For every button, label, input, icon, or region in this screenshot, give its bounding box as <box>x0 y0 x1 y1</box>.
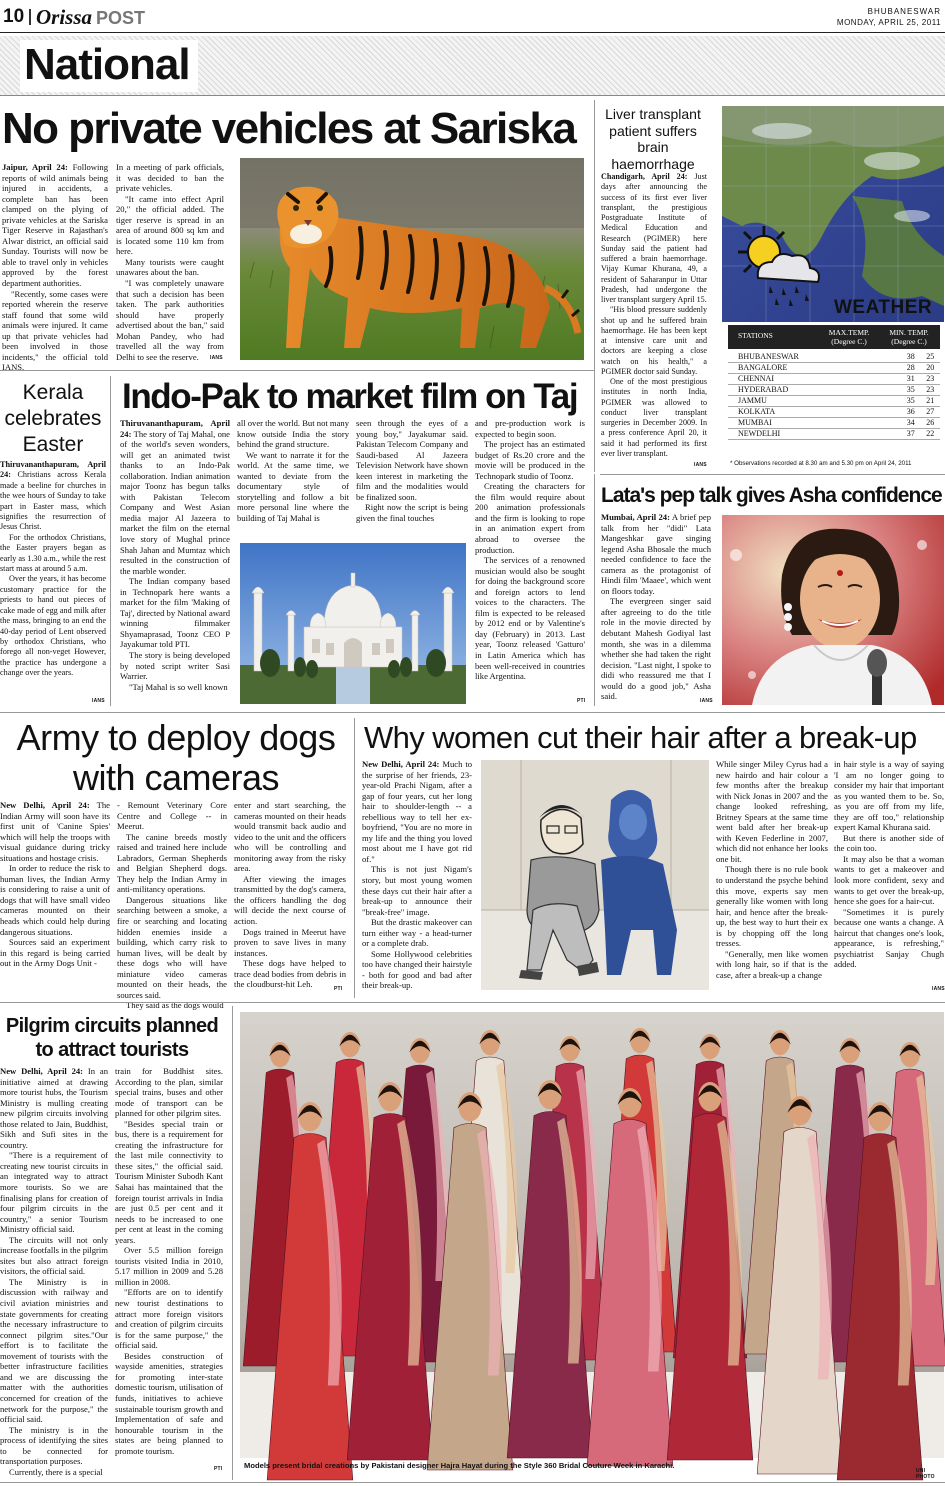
paragraph: They said as the dogs would <box>126 1000 224 1011</box>
body-text: In an initiative aimed at drawing more tourist hubs, the Tourism Ministry is mulling creating new pilgrim circuits involving those related to Jain, Buddhist, Sikh and Sufi sites in the country. <box>0 1066 109 1150</box>
indopak-headline: Indo-Pak to market film on Taj <box>122 377 578 416</box>
min-temp-cell: 26 <box>920 418 940 429</box>
tiger-photo <box>240 158 584 360</box>
weather-icon <box>728 222 824 308</box>
column-rule <box>594 100 595 472</box>
lata-headline: Lata's pep talk gives Asha confidence <box>601 484 942 507</box>
weather-row <box>728 374 940 385</box>
paragraph: seen through the eyes of a young boy," Jayakumar said. Pakistan Telecom Company and Saudi-based Al Jazeera Television Network have shown keen interest in marketing the film and the modalities would be finalized soon. <box>356 418 468 502</box>
header-max-temp: MAX.TEMP. (Degree C.) <box>828 328 870 346</box>
header-stations: STATIONS <box>738 331 773 340</box>
paragraph <box>0 460 106 533</box>
min-temp-cell: 23 <box>920 385 940 396</box>
column-rule <box>594 474 595 706</box>
paragraph: But there is another side of the coin too. <box>834 832 944 854</box>
max-temp-cell: 37 <box>901 429 921 440</box>
women-headline: Why women cut their hair after a break-up <box>364 720 917 755</box>
date: MONDAY, APRIL 25, 2011 <box>836 18 941 27</box>
paper-name-italic: Orissa <box>36 5 93 29</box>
paragraph: For the orthodox Christians, the Easter prayers began as early as 1.30 a.m., while the rest start mass at around 5 a.m. <box>0 532 106 574</box>
indopak-credit: PTI <box>577 698 586 704</box>
bridal-models-illustration <box>240 1012 944 1458</box>
column-rule <box>110 376 111 706</box>
indopak-column-1 <box>120 418 230 706</box>
paragraph: The ministry is in the process of identifying the sites to be connected for transportation purposes. <box>0 1424 108 1467</box>
sad-couple-illustration <box>481 760 709 990</box>
paragraph: enter and start searching, the cameras mounted on their heads would transmit back audio and video to the unit and the officers who will be controlling and monitoring away from the risky area. <box>234 800 346 874</box>
dateline: New Delhi, April 24: <box>0 1066 84 1076</box>
weather-note: * Observations recorded at 8.30 am and 5.30 pm on April 24, 2011 <box>730 460 912 467</box>
station-cell: CHENNAI <box>728 374 901 385</box>
paragraph: Over the years, it has become customary practice for the priests to hand out pieces of cake made of egg and milk after the mass, bringing to an end the 40-day period of Lent observed by orthodox Christians, who forego all non-veget However, the practice has undergone a change over the years. <box>0 574 106 678</box>
army-column-3 <box>234 800 346 996</box>
paragraph: Some Hollywood celebrities too have changed their hairstyle - both for good and bad after their break-up. <box>362 948 472 991</box>
paragraph: and pre-production work is expected to begin soon. <box>475 418 585 439</box>
section-title: National <box>20 40 198 92</box>
dateline: New Delhi, April 24: <box>362 759 440 769</box>
station-cell: BHUBANESWAR <box>728 352 901 363</box>
liver-headline: Liver transplant patient suffers brain haemorrhage <box>605 106 701 172</box>
paragraph: The circuits will not only increase footfalls in the pilgrim sites but also attract foreign visitors, the official said. <box>0 1234 108 1277</box>
paragraph: But the drastic makeover can turn either way - a head-turner or a complete drab. <box>362 917 472 949</box>
column-rule <box>354 718 355 998</box>
paragraph: Currently, there is a special <box>9 1466 103 1477</box>
station-cell: HYDERABAD <box>728 385 901 396</box>
weather-title: WEATHER <box>834 297 933 318</box>
paragraph <box>601 512 711 596</box>
paragraph: - Remount Veterinary Core Centre and College -- in Meerut. <box>117 800 227 832</box>
paragraph: Over 5.5 million foreign tourists visited India in 2010, 5.17 million in 2009 and 5.28 million in 2008. <box>115 1245 223 1287</box>
bridal-fashion-photo <box>240 1012 944 1458</box>
body-text: Just days after announcing the success of its first ever liver transplant, the prestigious Postgraduate Institute of Medical Education and Research (PGIMER) here Sunday said the patient had suffered a brain haemorrhage. Vijay Kumar Khurana, 49, a resident of Saharanpur in Uttar Pradesh, had undergone the liver transplant surgery April 15. <box>601 172 707 304</box>
army-credit: PTI <box>334 986 343 992</box>
max-temp-cell: 36 <box>901 407 921 418</box>
kerala-column <box>0 460 106 706</box>
pilgrim-column-2 <box>115 1066 223 1474</box>
weather-row <box>728 429 940 440</box>
sariska-column-2 <box>116 162 224 368</box>
masthead-divider <box>29 9 31 25</box>
paragraph: The evergreen singer said after agreeing to do the title role in the movie directed by debutant Mahesh Godiyal last month, she was in a dilemma whether she had taken the right decision. "Last night, I spoke to didi who reassured me that I would do a good job," Asha said. <box>601 596 711 702</box>
women-column-3 <box>834 759 944 995</box>
max-temp-cell: 35 <box>901 396 921 407</box>
pilgrim-column-1 <box>0 1066 109 1477</box>
paragraph <box>0 1066 108 1150</box>
sariska-headline: No private vehicles at Sariska <box>2 104 576 153</box>
section-band <box>0 36 945 96</box>
sariska-column-1 <box>2 162 108 373</box>
column-rule <box>232 1006 233 1480</box>
army-headline: Army to deploy dogs with cameras <box>16 717 336 798</box>
max-temp-cell: 31 <box>901 374 921 385</box>
taj-mahal-illustration <box>240 543 466 704</box>
city: BHUBANESWAR <box>867 7 941 16</box>
paragraph: "Taj Mahal is so well known <box>129 681 228 692</box>
paragraph: Dangerous situations like searching between a smoke, a fire or searching and locating hidden enemies inside a building, which carry risk to human lives, will be dealt by these dogs who will have miniature video cameras mounted on their heads, the sources said. <box>117 894 227 1000</box>
women-column-1 <box>362 759 472 995</box>
singer-portrait-illustration <box>722 515 944 705</box>
paragraph: We want to narrate it for the world. At the same time, we wanted to deviate from the documentary style of storytelling and follow a bit more personal line where the building of Taj Mahal is <box>237 449 349 523</box>
kerala-headline: Kerala celebrates Easter <box>4 381 102 456</box>
paragraph: After viewing the images transmitted by the dog's camera, the officers handling the dog will decide the next course of action. <box>234 873 346 927</box>
min-temp-cell: 25 <box>920 352 940 363</box>
army-column-2 <box>117 800 227 1011</box>
army-column-1 <box>0 800 110 996</box>
paragraph: in hair style is a way of saying 'I am no longer going to consider my hair that important as you wanted them to be. So, as you are off from my life, they are off too," relationship expert Kamal Khurana said. <box>834 759 944 833</box>
min-temp-cell: 27 <box>920 407 940 418</box>
indopak-column-2 <box>237 418 349 540</box>
weather-row <box>728 352 940 363</box>
dateline: Mumbai, April 24: <box>601 512 670 522</box>
station-cell: JAMMU <box>728 396 901 407</box>
max-temp-cell: 35 <box>901 385 921 396</box>
section-rule <box>0 1002 945 1003</box>
paragraph: "Besides special train or bus, there is a requirement for creating the infrastructure for the last mile connectivity to these sites," the official said. Tourism Minister Subodh Kant Sahai has maintained that the foreign tourist arrivals in India are just 0.5 per cent and it needs to be increased to one per cent at least in the coming years. <box>115 1118 223 1245</box>
pilgrim-credit: PTI <box>214 1466 223 1472</box>
paragraph <box>120 418 230 576</box>
paragraph: train for Buddhist sites. According to the plan, similar special trains, buses and other mode of transport can be planned for other pilgrim sites. <box>115 1066 223 1119</box>
paragraph: It may also be that a woman wants to get a makeover and look more confident, sexy and wants to get over the break-up, hence she goes for a hair-cut. <box>834 853 944 907</box>
station-cell: KOLKATA <box>728 407 901 418</box>
masthead-rule <box>0 32 945 33</box>
indopak-column-3 <box>356 418 468 540</box>
breakup-illustration <box>481 760 709 990</box>
pilgrim-headline: Pilgrim circuits planned to attract tourists <box>5 1015 219 1061</box>
weather-row <box>728 418 940 429</box>
dateline: Jaipur, April 24: <box>2 162 68 172</box>
lata-credit: IANS <box>700 698 713 704</box>
photo-caption: Models present bridal creations by Pakistani designer Hajra Hayat during the Style 360 Bridal Couture Week in Karachi. <box>244 1461 675 1470</box>
paragraph: "Generally, men like women with long hair, so if that is the case, after a break-up a change <box>716 948 828 980</box>
paragraph: Creating the characters for the film would require about 200 animation professionals and the firm is looking to rope in an animation expert from abroad to oversee the production. <box>475 481 585 555</box>
body-text: The Indian Army will soon have its first unit of 'Canine Spies' which will help the troops with visual guidance during tricky situations and hostage crisis. <box>0 800 110 863</box>
asha-bhosale-photo <box>722 515 944 705</box>
paragraph: Dogs trained in Meerut have proven to save lives in many instances. <box>234 926 346 958</box>
paragraph <box>2 162 108 289</box>
liver-column <box>601 172 707 470</box>
station-cell: MUMBAI <box>728 418 901 429</box>
paragraph: One of the most prestigious institutes in north India, PGIMER was allowed to conduct liver transplant surgeries in December 2009. In a press conference April 20, it said it had performed its first ever liver transplant. <box>601 377 707 458</box>
paragraph: Right now the script is being given the final touches <box>356 502 468 523</box>
paragraph: This is not just Nigam's story, but most young women these days cut their hair after a break-up to announce their "break-free" image. <box>362 864 472 917</box>
station-cell: NEWDELHI <box>728 429 901 440</box>
station-cell: BANGALORE <box>728 363 901 374</box>
paper-name <box>36 5 145 30</box>
weather-table-header <box>728 325 940 349</box>
paragraph: "There is a requirement of creating new tourist circuits in an integrated way to attract more tourists. So we are finalising plans for creation of four pilgrim circuits in the country," a senior Tourism Ministry official said. <box>0 1150 108 1235</box>
paragraph: The canine breeds mostly raised and trained here include Labradors, German Shepherds and Belgian Shepherd dogs. They help the Indian Army in anti-militancy operations. <box>117 831 227 895</box>
dateline: New Delhi, April 24: <box>0 800 90 810</box>
dateline: Thiruvananthapuram, April 24: <box>0 460 106 480</box>
paragraph: Sources said an experiment in this regard is being carried out in the Army Dogs Unit - <box>0 937 110 969</box>
taj-mahal-photo <box>240 543 466 704</box>
header-min-temp: MIN. TEMP. (Degree C.) <box>889 328 929 346</box>
section-rule <box>0 712 945 713</box>
paragraph: "Sometimes it is purely because one wants a change. A haircut that changes one's look, appearance, is refreshing," psychiatrist Sanjay Chugh added. <box>834 906 944 970</box>
paragraph: The services of a renowned musician would also be sought for doing the background score and foreign actors to lend voices to the characters. The film is expected to be released by 2012 end or by Valentine's day (February) in 2013. Last year, Toonz released 'Gatturo' in Latin America which has been well-received in countries like Argentina. <box>475 555 585 682</box>
paragraph <box>601 172 707 305</box>
lata-column <box>601 512 711 706</box>
paragraph: The story is being developed by noted script writer Sasi Warrier. <box>120 650 230 682</box>
women-column-2 <box>716 759 828 995</box>
body-text: The story of Taj Mahal, one of the world's seven wonders, will get an animated twist thanks to an Indo-Pak collaboration. Indian animation major Toonz has begun talks with Pakistan Telecom Company and West Asian media major Al Jazeera to market the film on the eternal love story of Mughal prince Shah Jahan and Mumtaz which resulted in the construction of the marble wonder. <box>120 428 230 576</box>
max-temp-cell: 34 <box>901 418 921 429</box>
section-rule <box>0 370 594 371</box>
women-credit: IANS <box>932 986 945 992</box>
weather-row <box>728 396 940 407</box>
paragraph: These dogs have helped to trace dead bodies from debris in the cloudburst-hit Leh. <box>234 958 346 990</box>
paragraph: "Efforts are on to identify new tourist destinations to attract more foreign visitors and creation of pilgrim circuits is for the same purpose," the official said. <box>115 1287 223 1351</box>
paragraph: Though there is no rule book to understand the psyche behind this move, experts say men generally like women with long hair, and hence after the break-up, the best way to hurt their ex is by chopping off the long tresses. <box>716 864 828 949</box>
min-temp-cell: 23 <box>920 374 940 385</box>
paragraph: The Indian company based in Technopark here wants a market for the film 'Making of Taj', directed by National award winning filmmaker Shyamaprasad, Toonz CEO P Jayakumar told PTI. <box>120 576 230 650</box>
min-temp-cell: 20 <box>920 363 940 374</box>
body-text: A brief pep talk from her "didi" Lata Mangeshkar gave singing legend Asha Bhosale the much needed confidence to face the camera as the protagonist of Hindi film 'Maaee', which went on floors today. <box>601 512 712 596</box>
page-number: 10 <box>3 6 25 27</box>
paragraph: "It came into effect April 20," the official added. The tiger reserve is spread in an area of around 800 sq km and is located some 110 km from here. <box>116 193 224 257</box>
photo-credit: UNI PHOTO <box>916 1468 935 1480</box>
paragraph: In a meeting of park officials, it was decided to ban the private vehicles. <box>116 162 224 194</box>
paragraph: While singer Miley Cyrus had a new hairdo and hair colour a few months after the breakup with Nick Jonas in 2007 and the change looked refreshing, Britney Spears at the same time went bald after her break-up with Keven Federline in 2007, which did not enhance her looks one bit. <box>716 759 828 864</box>
paragraph: Many tourists were caught unawares about the ban. <box>116 256 224 278</box>
paragraph: In order to reduce the risk to human lives, the Indian Army is considering to raise a unit of dogs that will have small video cameras mounted on their heads which could help during dangerous situations. <box>0 863 110 937</box>
paragraph: all over the world. But not many know outside India the story behind the grand structure. <box>237 418 349 450</box>
paragraph <box>362 759 472 864</box>
sariska-credit: IANS <box>210 355 223 361</box>
max-temp-cell: 28 <box>901 363 921 374</box>
liver-credit: IANS <box>694 462 707 468</box>
dateline: Chandigarh, April 24: <box>601 172 688 181</box>
masthead <box>0 0 945 34</box>
weather-data-table <box>728 352 940 440</box>
paragraph: "His blood pressure suddenly shot up and he suffered brain haemorrhage. He has been kept at intensive care unit and doctors are keeping a close watch on his health," a PGIMER doctor said Sunday. <box>601 305 707 376</box>
kerala-credit: IANS <box>92 698 105 704</box>
body-text: Christians across Kerala made a beeline for churches in the wee hours of Sunday to take part in Easter mass, which signifies the resurrection of Jesus Christ. <box>0 470 106 532</box>
paragraph <box>0 800 110 863</box>
dateline: Thiruvananthapuram, April 24: <box>120 418 230 439</box>
paragraph: Besides construction of wayside amenities, strategies for promoting inter-state domestic tourism, utilisation of funds, initiatives to achieve sustainable tourism growth and Implementation of safe and honourable tourism in the states are being planned to promote tourism. <box>115 1350 223 1456</box>
tiger-illustration <box>240 158 584 360</box>
page-bottom-rule <box>0 1482 945 1483</box>
body-text: Following reports of wild animals being injured in accidents, a complete ban has been clamped on the plying of private vehicles at the Sariska Tiger Reserve in Rajasthan's Alwar district, an official said Sunday. Tourists will now be able to travel only in vehicles approved by the forest department authorities. <box>2 162 108 289</box>
weather-row <box>728 385 940 396</box>
paragraph: "I was completely unaware that such a decision has been taken. The park authorities should have properly advertised about the ban," said Mohan Pandey, who had travelled all the way from Delhi to see the reserve. <box>116 278 224 362</box>
section-rule <box>600 474 945 475</box>
sun-cloud-rain-icon <box>728 222 824 308</box>
weather-row <box>728 407 940 418</box>
weather-table <box>728 352 940 440</box>
body-text: Much to the surprise of her friends, 23-year-old Prachi Nigam, after a gap of four years, cut her long hair to shoulder-length -- a rebellious way to tell her ex-boyfriend, "You are no more in my life and the thing you loved most about me I have got rid of." <box>362 759 473 864</box>
paragraph: "Recently, some cases were reported wherein the reserve staff found that some wild animals were injured. It came up that private vehicles had been involved in those incidents," the official told IANS. <box>2 288 108 373</box>
paragraph: The project has an estimated budget of Rs.20 crore and the movie will be produced in the Technopark studio of Toonz. <box>475 439 585 481</box>
paper-name-bold: POST <box>96 8 146 28</box>
weather-row <box>728 363 940 374</box>
max-temp-cell: 38 <box>901 352 921 363</box>
indopak-column-4 <box>475 418 585 706</box>
min-temp-cell: 21 <box>920 396 940 407</box>
paragraph: The Ministry is in discussion with railway and civil aviation ministries and state governments for creating the necessary infrastructure to connect pilgrim sites."Our effort is to facilitate the movement of tourists with the better infrastructure facilities and we are discussing the matter with the authorities concerned for creation of the network for the purpose," the official said. <box>0 1276 108 1425</box>
min-temp-cell: 22 <box>920 429 940 440</box>
